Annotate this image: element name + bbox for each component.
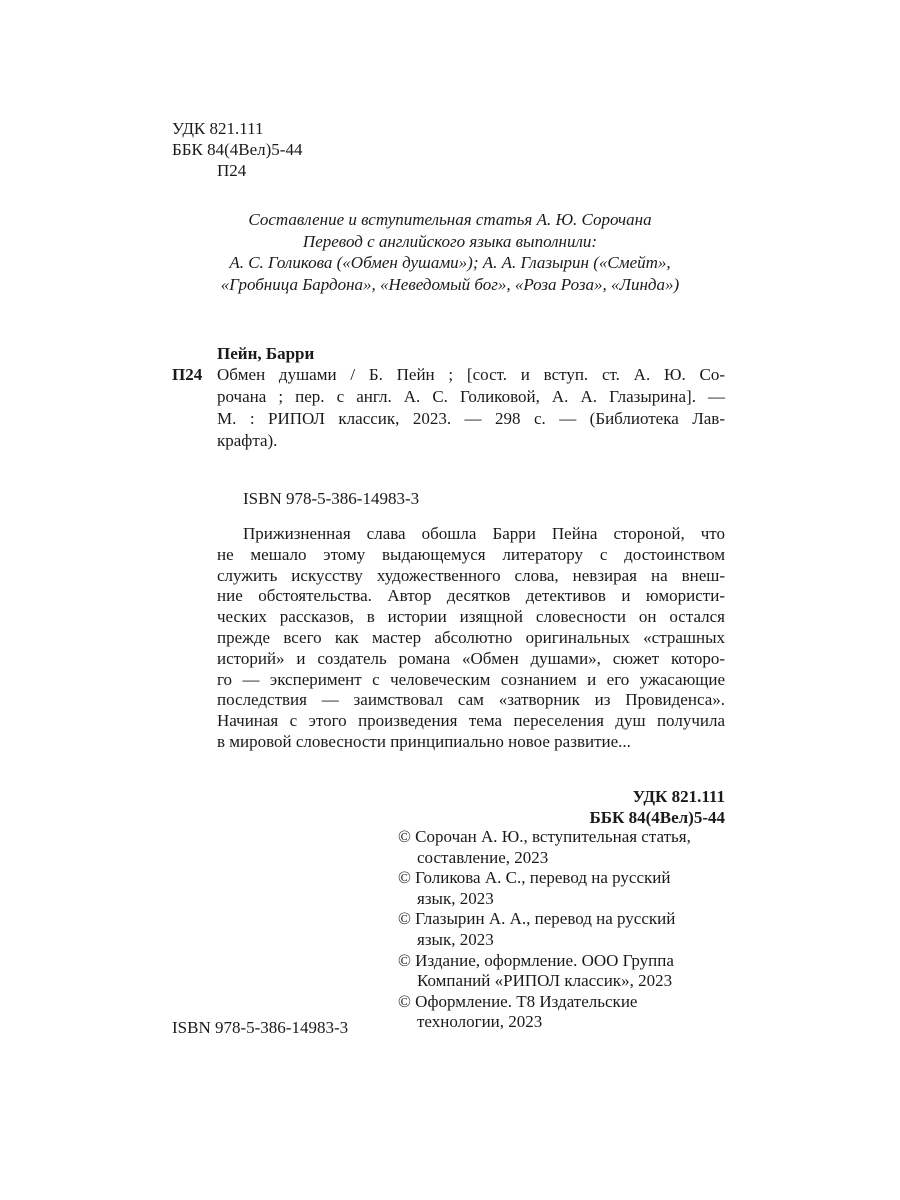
copyright-line: © Оформление. Т8 Издательские — [398, 991, 638, 1011]
copyright-line: © Издание, оформление. ООО Группа — [398, 950, 674, 970]
annotation-line: ческих рассказов, в истории изящной словесности он остался — [217, 607, 725, 627]
copyright-item — [398, 867, 728, 908]
classification-codes-right — [500, 786, 725, 828]
translation-credit: Перевод с английского языка выполнили: — [302, 231, 598, 251]
translators-line: А. С. Голикова («Обмен душами»); А. А. Глазырин («Смейт», — [229, 253, 671, 272]
annotation — [217, 523, 725, 752]
udk-code: УДК 821.111 — [632, 787, 725, 806]
copyright-line: © Глазырин А. А., перевод на русский — [398, 909, 676, 929]
annotation-line: го — эксперимент с человеческим сознанием и его ужасающие — [217, 669, 725, 689]
copyright-line: язык, 2023 — [417, 929, 494, 949]
copyright-item — [398, 950, 728, 991]
annotation-line: не мешало этому выдающемуся литератору с достоинством — [217, 544, 725, 564]
udk-code: УДК 821.111 — [172, 119, 264, 138]
copyright-item — [398, 826, 728, 867]
copyright-line: Компаний «РИПОЛ классик», 2023 — [417, 971, 673, 991]
annotation-line: служить искусству художественного слова, невзирая на внеш- — [217, 565, 725, 585]
copyright-line: © Голикова А. С., перевод на русский — [398, 868, 671, 888]
copyright-block — [398, 826, 728, 1032]
annotation-line: историй» и создатель романа «Обмен душами», сюжет которо- — [217, 648, 725, 668]
annotation-line: последствия — заимствовал сам «затворник из Провиденса». — [217, 690, 725, 710]
copyright-line: составление, 2023 — [417, 847, 549, 867]
isbn-footer: ISBN 978-5-386-14983-3 — [172, 1018, 349, 1037]
copyright-item — [398, 908, 728, 949]
translators-line: «Гробница Бардона», «Неведомый бог», «Роза Роза», «Линда») — [220, 274, 680, 294]
copyright-line: язык, 2023 — [417, 888, 494, 908]
bbk-code: ББК 84(4Вел)5-44 — [589, 808, 725, 827]
annotation-line: ние обстоятельства. Автор десятков детективов и юмористи- — [217, 586, 725, 606]
annotation-line: Прижизненная слава обошла Барри Пейна стороной, что — [243, 524, 725, 543]
isbn-entry: ISBN 978-5-386-14983-3 — [243, 489, 420, 508]
description-line: крафта). — [217, 431, 278, 450]
annotation-line: Начиная с этого произведения тема переселения душ получила — [217, 711, 725, 731]
copyright-line: технологии, 2023 — [417, 1012, 543, 1032]
annotation-line: прежде всего как мастер абсолютно оригинальных «страшных — [217, 627, 725, 647]
entry-code: П24 — [172, 365, 203, 384]
author-mark: П24 — [217, 161, 247, 180]
copyright-item — [398, 991, 728, 1032]
bibliographic-description — [217, 364, 725, 452]
bbk-code: ББК 84(4Вел)5-44 — [172, 140, 303, 159]
copyright-line: © Сорочан А. Ю., вступительная статья, — [398, 827, 691, 846]
classification-codes — [172, 118, 302, 181]
description-line: М. : РИПОЛ классик, 2023. — 298 с. — (Библиотека Лав- — [217, 409, 725, 428]
entry-author: Пейн, Барри — [217, 344, 315, 363]
compiler-credit: Составление и вступительная статья А. Ю. Сорочана — [248, 210, 652, 229]
annotation-line: в мировой словесности принципиально новое развитие... — [217, 731, 631, 751]
description-line: рочана ; пер. с англ. А. С. Голиковой, А. А. Глазырина]. — — [217, 387, 725, 406]
description-line: Обмен душами / Б. Пейн ; [сост. и вступ. ст. А. Ю. Со- — [217, 365, 725, 384]
credits-block — [170, 209, 730, 295]
